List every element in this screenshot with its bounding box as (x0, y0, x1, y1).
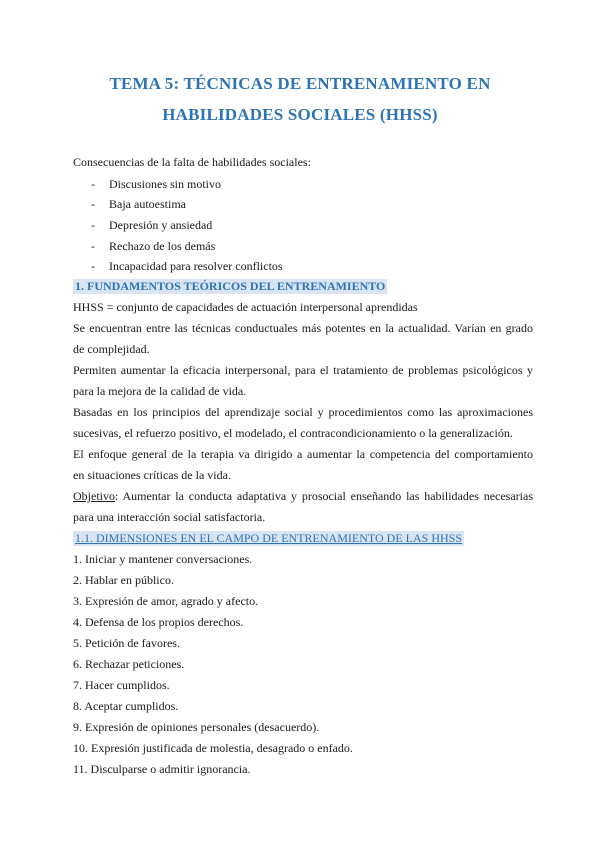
list-item: 11. Disculparse o admitir ignorancia. (73, 762, 251, 776)
bullet-marker: - (91, 239, 95, 253)
list-item: 6. Rechazar peticiones. (73, 657, 185, 671)
objective-line (73, 489, 533, 504)
bullet-marker: - (91, 259, 95, 273)
paragraph-hhss-definition: HHSS = conjunto de capacidades de actuación interpersonal aprendidas (73, 300, 418, 314)
list-item: 10. Expresión justificada de molestia, desagrado o enfado. (73, 741, 353, 755)
bullet-item: Discusiones sin motivo (109, 177, 222, 191)
bullet-marker: - (91, 177, 95, 191)
list-item: 4. Defensa de los propios derechos. (73, 615, 244, 629)
objective-label: Objetivo (73, 489, 115, 503)
list-item: 7. Hacer cumplidos. (73, 678, 170, 692)
bullet-item: Baja autoestima (109, 197, 186, 211)
paragraph-line: para una interacción social satisfactoria. (73, 510, 266, 524)
paragraph-line: Basadas en los principios del aprendizaje social y procedimientos como las aproximaciones (73, 405, 533, 419)
section-heading-fundamentos: 1. FUNDAMENTOS TEÓRICOS DEL ENTRENAMIENTO (75, 279, 386, 293)
bullet-item: Incapacidad para resolver conflictos (109, 259, 283, 273)
document-title-line-2: HABILIDADES SOCIALES (HHSS) (162, 105, 438, 124)
list-item: 3. Expresión de amor, agrado y afecto. (73, 594, 259, 608)
bullet-item: Depresión y ansiedad (109, 218, 213, 232)
bullet-item: Rechazo de los demás (109, 239, 216, 253)
bullet-marker: - (91, 197, 95, 211)
list-item: 5. Petición de favores. (73, 636, 180, 650)
paragraph-line: Permiten aumentar la eficacia interpersonal, para el tratamiento de problemas psicológicos y (73, 363, 533, 377)
paragraph-line: sucesivas, el refuerzo positivo, el modelado, el contracondicionamiento o la generalización. (73, 426, 513, 440)
list-item: 8. Aceptar cumplidos. (73, 699, 179, 713)
list-item: 2. Hablar en público. (73, 573, 174, 587)
intro-text: Consecuencias de la falta de habilidades sociales: (73, 155, 311, 169)
list-item: 9. Expresión de opiniones personales (desacuerdo). (73, 720, 320, 734)
objective-text: : Aumentar la conducta adaptativa y prosocial enseñando las habilidades necesarias (115, 489, 533, 503)
paragraph-line: El enfoque general de la terapia va dirigido a aumentar la competencia del comportamiento (73, 447, 533, 461)
section-heading-dimensiones: 1.1. DIMENSIONES EN EL CAMPO DE ENTRENAMIENTO DE LAS HHSS (75, 531, 462, 545)
bullet-marker: - (91, 218, 95, 232)
document-title-line-1: TEMA 5: TÉCNICAS DE ENTRENAMIENTO EN (109, 74, 491, 93)
paragraph-line: de complejidad. (73, 342, 150, 356)
paragraph-line: Se encuentran entre las técnicas conductuales más potentes en la actualidad. Varían en grado (73, 321, 533, 335)
paragraph-line: en situaciones críticas de la vida. (73, 468, 231, 482)
list-item: 1. Iniciar y mantener conversaciones. (73, 552, 253, 566)
paragraph-line: para la mejora de la calidad de vida. (73, 384, 247, 398)
